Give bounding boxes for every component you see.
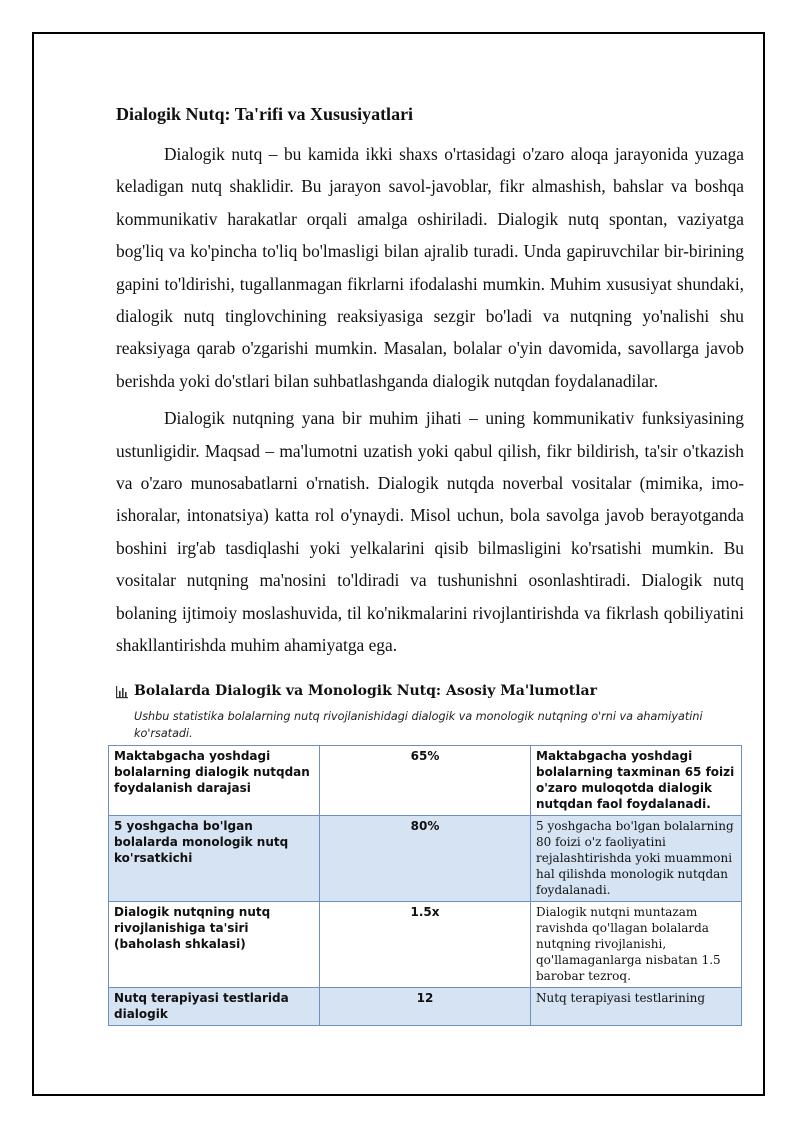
table-row [109,987,742,1025]
row-description: Nutq terapiyasi testlarining [531,987,742,1025]
row-description: Maktabgacha yoshdagi bolalarning taxminan 65 foizi o'zaro muloqotda dialogik nutqdan faol foydalanadi. [531,745,742,815]
page [32,32,765,1096]
document-body [116,100,744,1026]
table-row [109,901,742,987]
row-label: Dialogik nutqning nutq rivojlanishiga ta'siri (baholash shkalasi) [109,901,320,987]
row-label: Nutq terapiyasi testlarida dialogik [109,987,320,1025]
row-value: 80% [320,815,531,901]
row-value: 12 [320,987,531,1025]
row-description: 5 yoshgacha bo'lgan bolalarning 80 foizi o'z faoliyatini rejalashtirishda yoki muammoni hal qilishda monologik nutqdan foydalanadi. [531,815,742,901]
stats-section-title [115,680,744,702]
section-heading: Dialogik Nutq: Ta'rifi va Xususiyatlari [116,104,414,124]
stats-subtitle: Ushbu statistika bolalarning nutq rivojlanishidagi dialogik va monologik nutqning o'rni va ahamiyatini ko'rsatadi. [134,709,703,740]
stats-table [108,745,742,1026]
row-value: 65% [320,745,531,815]
bar-chart-icon [115,684,129,698]
row-description: Dialogik nutqni muntazam ravishda qo'llagan bolalarda nutqning rivojlanishi, qo'llamaganlarga nisbatan 1.5 barobar tezroq. [531,901,742,987]
row-label: Maktabgacha yoshdagi bolalarning dialogik nutqdan foydalanish darajasi [109,745,320,815]
table-row [109,815,742,901]
row-value: 1.5x [320,901,531,987]
stats-title-text: Bolalarda Dialogik va Monologik Nutq: Asosiy Ma'lumotlar [134,682,597,699]
paragraph-2: Dialogik nutqning yana bir muhim jihati – uning kommunikativ funksiyasining ustunligidir. Maqsad – ma'lumotni uzatish yoki qabul qilish, fikr bildirish, ta'sir o'tkazish va o'zaro munosabatlarni o'rnatish. Dialogik nutqda noverbal vositalar (mimika, imo-ishoralar, intonatsiya) katta rol o'ynaydi. Misol uchun, bola savolga javob berayotganda boshini irg'ab tasdiqlashi yoki yelkalarini qisib bilmasligini ko'rsatishi mumkin. Bu vositalar nutqning ma'nosini to'ldiradi va tushunishni osonlashtiradi. Dialogik nutq bolaning ijtimoiy moslashuvida, til ko'nikmalarini rivojlantirishda va fikrlash qobiliyatini shakllantirishda muhim ahamiyatga ega. [116,408,744,656]
paragraph-1: Dialogik nutq – bu kamida ikki shaxs o'rtasidagi o'zaro aloqa jarayonida yuzaga keladigan nutq shaklidir. Bu jarayon savol-javoblar, fikr almashish, bahslar va boshqa kommunikativ harakatlar orqali amalga oshiriladi. Dialogik nutq spontan, vaziyatga bog'liq va ko'pincha to'liq bo'lmasligi bilan ajralib turadi. Unda gapiruvchilar bir-birining gapini to'ldirishi, tugallanmagan fikrlarni ifodalashi mumkin. Muhim xususiyat shundaki, dialogik nutq tinglovchining reaksiyasiga sezgir bo'ladi va nutqning yo'nalishi shu reaksiyaga qarab o'zgarishi mumkin. Masalan, bolalar o'yin davomida, savollarga javob berishda yoki do'stlari bilan suhbatlashganda dialogik nutqdan foydalanadilar. [116,144,744,391]
table-row [109,745,742,815]
row-label: 5 yoshgacha bo'lgan bolalarda monologik nutq ko'rsatkichi [109,815,320,901]
